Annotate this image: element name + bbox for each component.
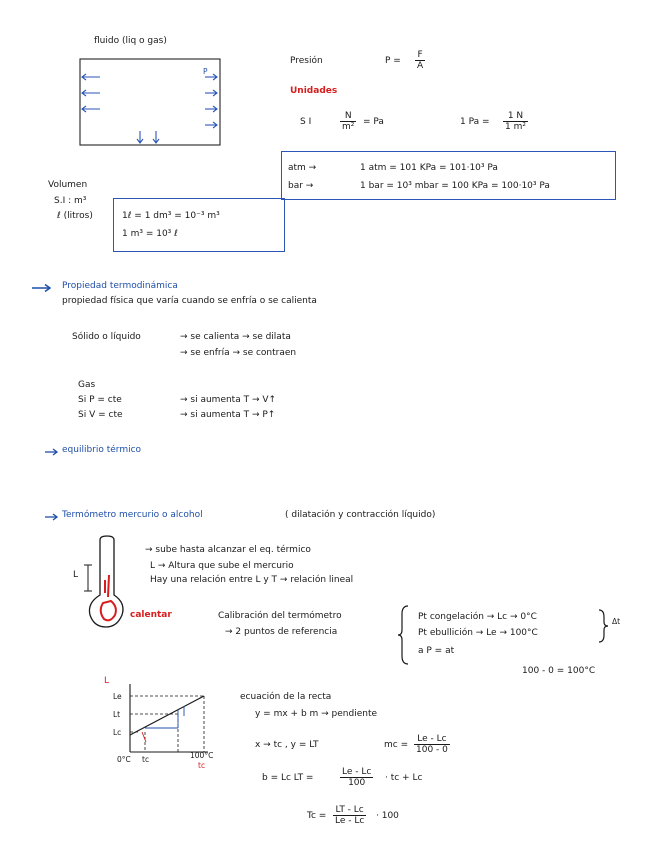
calibracion-left-brace (398, 604, 410, 666)
ecuacion-line3-rhs: · tc + Lc (385, 773, 423, 783)
pa-lhs: 1 Pa = (460, 117, 490, 127)
conversion-box (281, 151, 616, 200)
gas-res2: → si aumenta T → P↑ (180, 410, 276, 420)
gas-cond1: Si P = cte (78, 395, 122, 405)
gas-cond2: Si V = cte (78, 410, 123, 420)
termometro-line2: L → Altura que sube el mercurio (150, 561, 294, 571)
equilibrio-title: equilibrio térmico (62, 445, 142, 455)
termometro-line3: Hay una relación entre L y T → relación lineal (150, 575, 354, 585)
termometro-arrow-icon (44, 512, 60, 522)
presion-formula-den: A (417, 61, 424, 71)
termometro-title: Termómetro mercurio o alcohol (62, 510, 203, 520)
volumen-litros: ℓ (litros) (57, 211, 93, 221)
calentar-label: calentar (130, 610, 172, 620)
presion-label: Presión (290, 56, 323, 66)
fluido-p-label: P (203, 67, 208, 76)
calibracion-sub: → 2 puntos de referencia (225, 627, 338, 637)
ecuacion-line3-den: 100 (348, 778, 366, 788)
ecuacion-line4-lhs: Tc = (307, 811, 327, 821)
presion-formula-lhs: P = (385, 56, 401, 66)
pa-den: 1 m² (505, 122, 526, 132)
calibracion-pt1: Pt congelación → Lc → 0°C (418, 612, 537, 622)
ecuacion-line4-num: LT - Lc (333, 805, 366, 816)
ecuacion-line2a: x → tc , y = LT (255, 740, 319, 750)
calibracion-title: Calibración del termómetro (218, 611, 342, 621)
solido-label: Sólido o líquido (72, 332, 141, 342)
propiedad-title: Propiedad termodinámica (62, 281, 178, 291)
si-num: N (340, 111, 356, 122)
bar-unit: bar → (288, 181, 314, 191)
graph-tcr-label: tc (198, 761, 206, 770)
atm-equivalence: 1 atm = 101 KPa = 101·10³ Pa (360, 163, 498, 173)
ecuacion-line4-den: Le - Lc (335, 816, 365, 826)
pa-fraction (503, 111, 528, 132)
ecuacion-line3-lhs: b = Lc LT = (262, 773, 314, 783)
ecuacion-line2b-den: 100 - 0 (416, 745, 448, 755)
graph-lt-label: Lt (113, 710, 121, 719)
si-eq: = Pa (363, 117, 384, 127)
ecuacion-line3-fraction (340, 767, 373, 788)
si-den: m² (342, 122, 355, 132)
volumen-box-line1: 1ℓ = 1 dm³ = 10⁻³ m³ (122, 211, 220, 221)
ecuacion-line1: y = mx + b m → pendiente (255, 709, 378, 719)
volumen-title: Volumen (48, 180, 88, 190)
ecuacion-line3-num: Le - Lc (342, 767, 372, 777)
calibracion-pt2: Pt ebullición → Le → 100°C (418, 628, 538, 638)
termometro-line1: → sube hasta alcanzar el eq. térmico (145, 545, 311, 555)
termometro-subtitle: ( dilatación y contracción líquido) (285, 510, 436, 520)
presion-formula-fraction (415, 50, 425, 71)
thermometer-icon (68, 535, 138, 630)
atm-unit: atm → (288, 163, 317, 173)
graph-lc-label: Lc (113, 728, 122, 737)
unidades-heading: Unidades (290, 86, 338, 96)
fluid-container-drawing (72, 55, 232, 150)
graph-x0-label: 0°C (117, 755, 131, 764)
graph-tc-label: tc (142, 755, 150, 764)
equilibrio-arrow-icon (44, 447, 60, 457)
si-label: S I (300, 117, 312, 127)
presion-formula-num: F (415, 50, 425, 61)
ecuacion-line2b-lhs: mc = (384, 740, 409, 750)
thermometer-l-label: L (73, 570, 79, 580)
volumen-box-line2: 1 m³ = 10³ ℓ (122, 229, 178, 239)
ecuacion-line4-fraction (333, 805, 366, 826)
volumen-box (113, 198, 285, 252)
ecuacion-line4-rhs: · 100 (376, 811, 399, 821)
calibracion-calc: 100 - 0 = 100°C (522, 666, 596, 676)
fluido-title: fluido (liq o gas) (94, 36, 167, 46)
gas-label: Gas (78, 380, 96, 390)
bar-equivalence: 1 bar = 10³ mbar = 100 KPa = 100·10³ Pa (360, 181, 550, 191)
propiedad-arrow-icon (30, 283, 54, 293)
graph-le-label: Le (113, 692, 122, 701)
volumen-si: S.I : m³ (54, 196, 87, 206)
graph-x100-label: 100°C (190, 751, 214, 760)
ecuacion-line2b-fraction (414, 734, 450, 755)
calibracion-right-brace (598, 608, 610, 644)
si-fraction (340, 111, 356, 132)
solido-line1: → se calienta → se dilata (180, 332, 291, 342)
calibracion-brace-note: Δt (612, 617, 621, 626)
calibracion-pt3: a P = at (418, 646, 455, 656)
solido-line2: → se enfría → se contraen (180, 348, 297, 358)
propiedad-definition: propiedad física que varía cuando se enfría o se calienta (62, 296, 317, 306)
graph-y-label: L (104, 676, 110, 686)
pa-num: 1 N (503, 111, 528, 122)
gas-res1: → si aumenta T → V↑ (180, 395, 277, 405)
ecuacion-line2b-num: Le - Lc (414, 734, 450, 745)
ecuacion-title: ecuación de la recta (240, 692, 332, 702)
